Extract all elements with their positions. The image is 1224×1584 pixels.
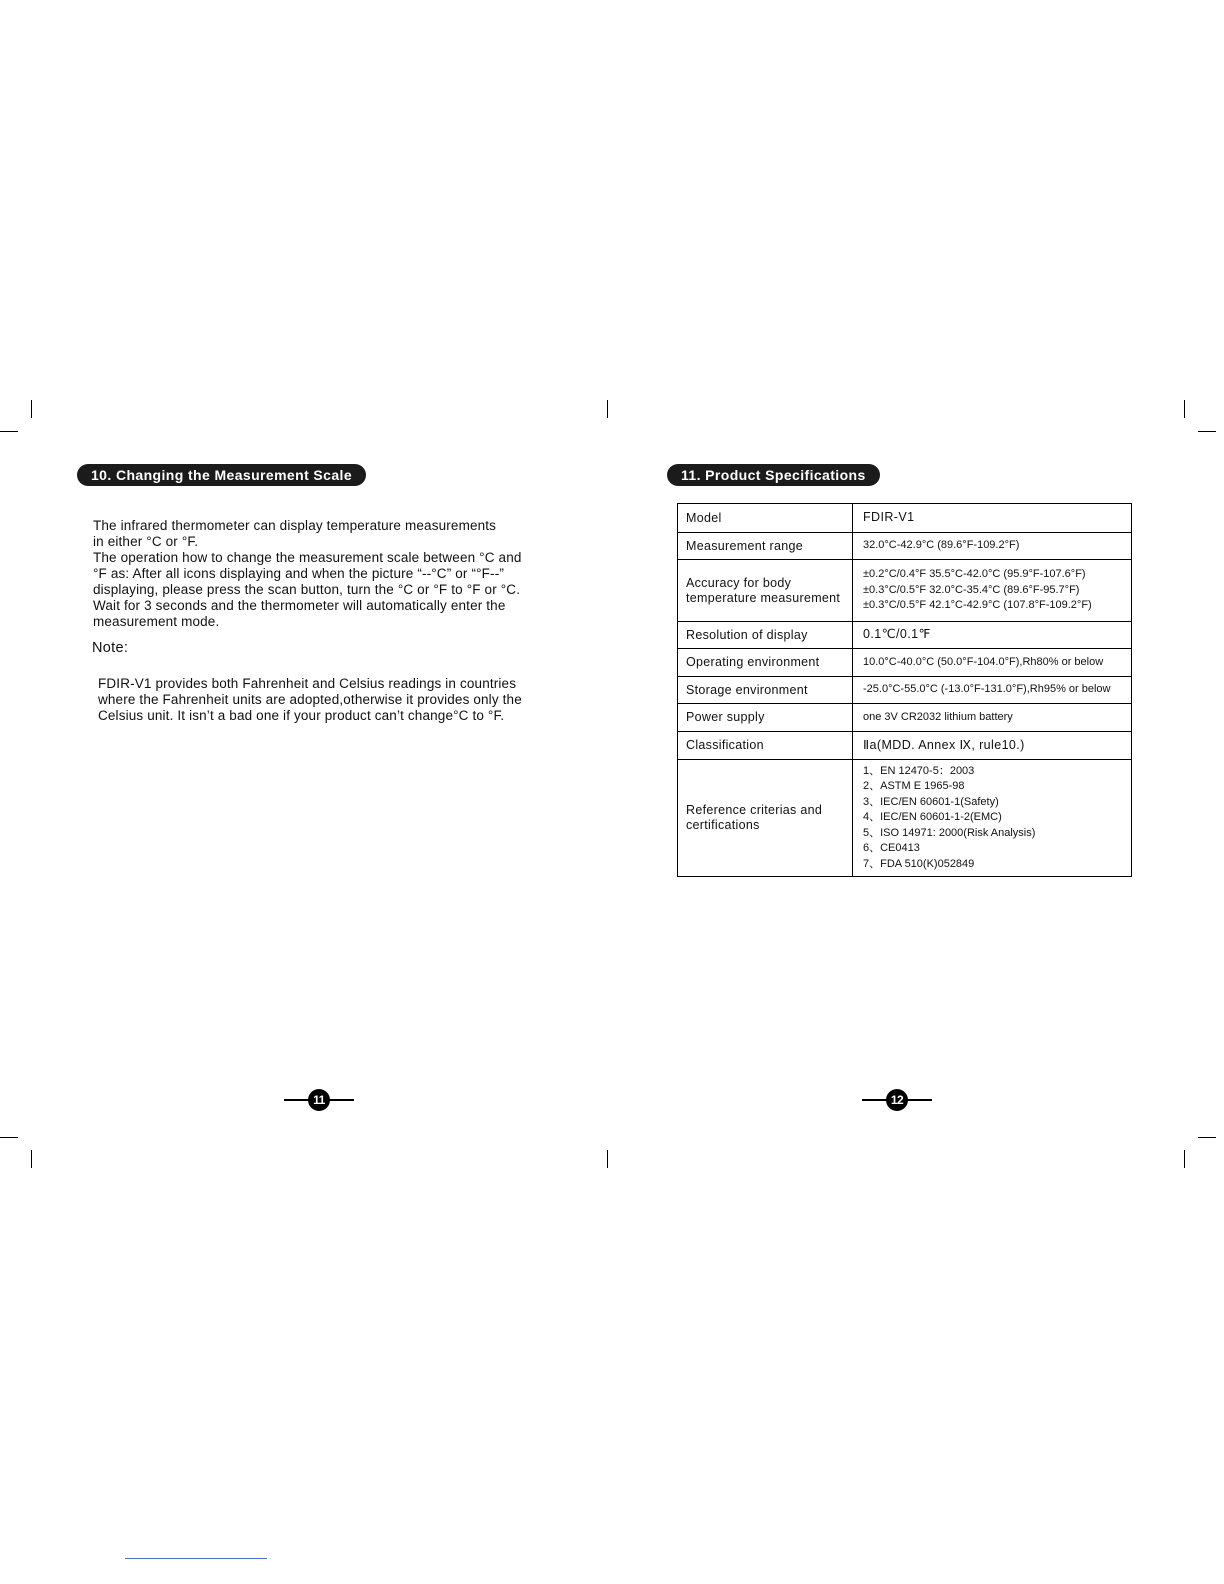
paragraph-line: Wait for 3 seconds and the thermometer will automatically enter the [93,598,506,613]
footer-link-underline [125,1558,267,1559]
specifications-table [677,503,1132,877]
certification-line: 1、EN 12470-5：2003 [863,764,975,777]
page-number-left [284,1089,354,1111]
page-number-badge: 11 [308,1089,330,1111]
spec-value: FDIR-V1 [853,504,1132,533]
certification-line: 7、FDA 510(K)052849 [863,857,975,870]
certification-line: 6、CE0413 [863,842,920,855]
spec-label: Model [678,504,853,533]
certification-line: 5、ISO 14971: 2000(Risk Analysis) [863,826,1036,839]
spec-value: -25.0°C-55.0°C (-13.0°F-131.0°F),Rh95% or below [853,677,1132,704]
paragraph-line: displaying, please press the scan button, turn the °C or °F to °F or °C. [93,582,521,597]
spec-row-operating-environment [678,649,1132,677]
spec-row-reference-criterias [678,760,1132,877]
crop-mark [607,400,608,418]
scale-instructions [93,518,522,630]
crop-mark [1184,1150,1185,1168]
spec-label: Power supply [678,704,853,732]
spec-value [853,760,1132,877]
spec-label: Storage environment [678,677,853,704]
crop-mark [1184,400,1185,418]
spec-value: 10.0°C-40.0°C (50.0°F-104.0°F),Rh80% or below [853,649,1132,677]
note-line: where the Fahrenheit units are adopted,otherwise it provides only the [98,692,522,707]
crop-mark [1198,431,1216,432]
section-heading-measurement-scale: 10. Changing the Measurement Scale [77,464,366,486]
crop-mark [31,1150,32,1168]
crop-mark [31,400,32,418]
accuracy-line: ±0.3°C/0.5°F 32.0°C-35.4°C (89.6°F-95.7°F) [863,583,1080,596]
paragraph-line: measurement mode. [93,614,220,629]
spec-row-accuracy [678,560,1132,622]
paragraph-line: The infrared thermometer can display temperature measurements [93,518,497,533]
crop-mark [607,1150,608,1168]
spec-label: Reference criterias and certifications [678,760,853,877]
accuracy-line: ±0.3°C/0.5°F 42.1°C-42.9°C (107.8°F-109.2°F) [863,599,1092,612]
spec-label: Operating environment [678,649,853,677]
spec-value [853,560,1132,622]
certification-line: 3、IEC/EN 60601-1(Safety) [863,795,999,808]
spec-value: 32.0°C-42.9°C (89.6°F-109.2°F) [853,533,1132,560]
spec-value: one 3V CR2032 lithium battery [853,704,1132,732]
spec-row-measurement-range [678,533,1132,560]
note-line: FDIR-V1 provides both Fahrenheit and Celsius readings in countries [98,676,517,691]
note-text [98,676,522,724]
spec-label: Measurement range [678,533,853,560]
spec-label: Accuracy for body temperature measurement [678,560,853,622]
note-line: Celsius unit. It isn’t a bad one if your product can’t change°C to °F. [98,708,505,723]
paragraph-line: °F as: After all icons displaying and when the picture “--°C” or “°F--” [93,566,504,581]
crop-mark [0,431,18,432]
spec-row-resolution [678,622,1132,649]
note-label: Note: [92,640,129,656]
spec-value: 0.1℃/0.1℉ [853,622,1132,649]
spec-row-model [678,504,1132,533]
certification-line: 2、ASTM E 1965-98 [863,780,965,793]
section-heading-product-specifications: 11. Product Specifications [667,464,880,486]
spec-row-power-supply [678,704,1132,732]
spec-value: Ⅱa(MDD. Annex Ⅸ, rule10.) [853,732,1132,760]
spec-row-classification [678,732,1132,760]
certification-line: 4、IEC/EN 60601-1-2(EMC) [863,811,1002,824]
paragraph-line: The operation how to change the measurement scale between °C and [93,550,522,565]
paragraph-line: in either °C or °F. [93,534,199,549]
page-number-right [862,1089,932,1111]
spec-label: Resolution of display [678,622,853,649]
accuracy-line: ±0.2°C/0.4°F 35.5°C-42.0°C (95.9°F-107.6°F) [863,568,1086,581]
crop-mark [1198,1137,1216,1138]
spec-row-storage-environment [678,677,1132,704]
spec-label: Classification [678,732,853,760]
crop-mark [0,1137,18,1138]
page-number-badge: 12 [886,1089,908,1111]
